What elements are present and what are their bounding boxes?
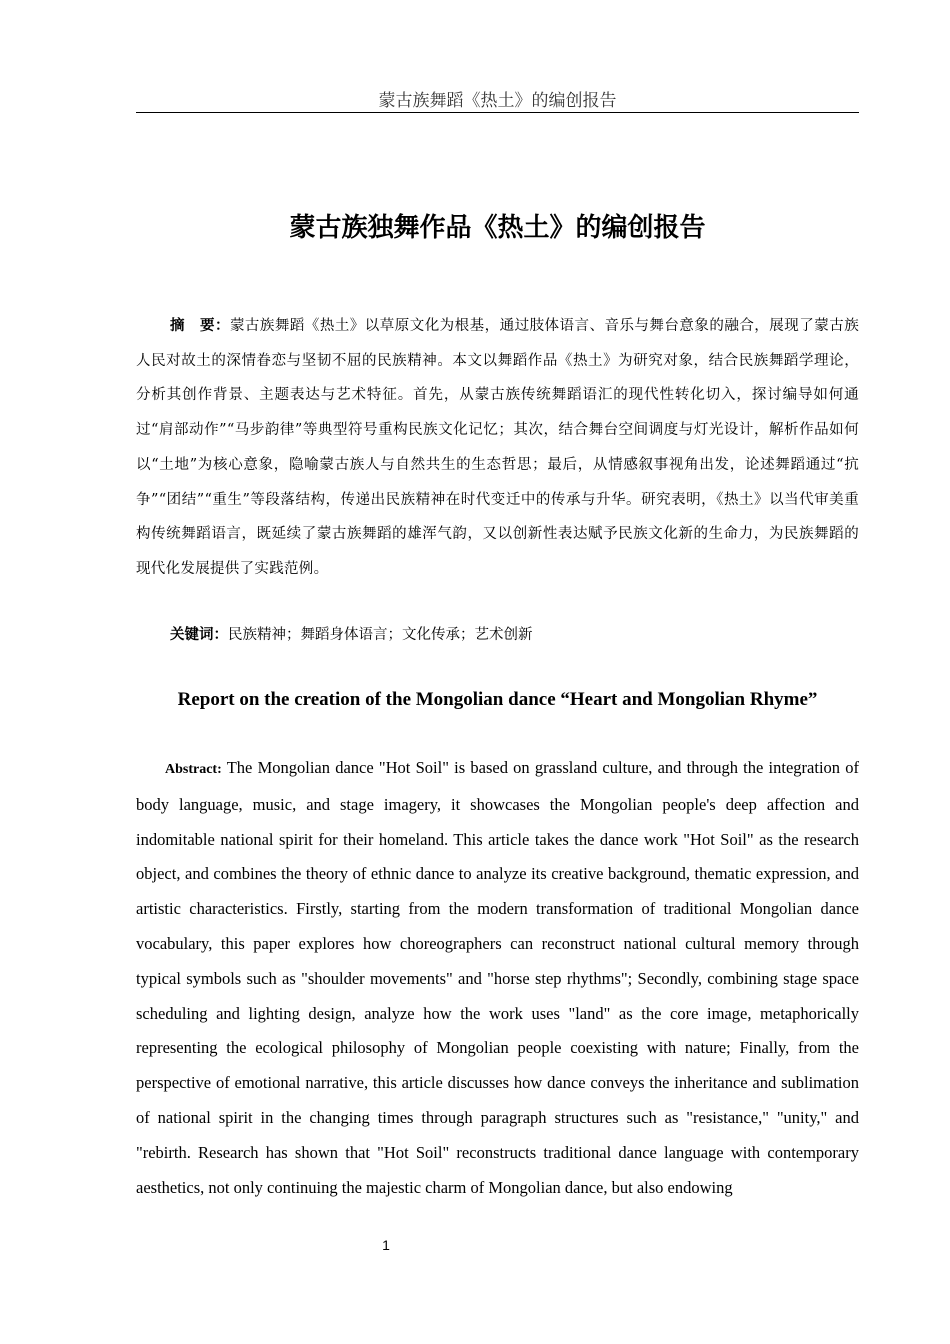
- chinese-abstract: [136, 309, 859, 587]
- english-title: Report on the creation of the Mongolian dance “Heart and Mongolian Rhyme”: [177, 689, 818, 710]
- english-abstract-text: The Mongolian dance "Hot Soil" is based on grassland culture, and through the integration of body language, music, and stage imagery, it showcases the Mongolian people's deep affection and indomitable national spirit for their homeland. This article takes the dance work "Hot Soil" as the research object, and combines the theory of ethnic dance to analyze its creative background, thematic expression, and artistic characteristics. Firstly, starting from the modern transformation of traditional Mongolian dance vocabulary, this paper explores how choreographers can reconstruct national cultural memory through typical symbols such as "shoulder movements" and "horse step rhythms"; Secondly, combining stage space scheduling and lighting design, analyze how the work uses "land" as the core image, metaphorically representing the ecological philosophy of Mongolian people coexisting with nature; Finally, from the perspective of emotional narrative, this article discusses how dance conveys the inheritance and sublimation of national spirit in the changing times through paragraph structures such as "resistance," "unity," and "rebirth. Research has shown that "Hot Soil" reconstructs traditional dance language with contemporary aesthetics, not only continuing the majestic charm of Mongolian dance, but also endowing: [136, 758, 860, 1197]
- chinese-abstract-text: 蒙古族舞蹈《热土》以草原文化为根基，通过肢体语言、音乐与舞台意象的融合，展现了蒙古族人民对故土的深情眷恋与坚韧不屈的民族精神。本文以舞蹈作品《热土》为研究对象，结合民族舞蹈学理论，分析其创作背景、主题表达与艺术特征。首先，从蒙古族传统舞蹈语汇的现代性转化切入，探讨编导如何通过“肩部动作”“马步韵律”等典型符号重构民族文化记忆；其次，结合舞台空间调度与灯光设计，解析作品如何以“土地”为核心意象，隐喻蒙古族人与自然共生的生态哲思；最后，从情感叙事视角出发，论述舞蹈通过“抗争”“团结”“重生”等段落结构，传递出民族精神在时代变迁中的传承与升华。研究表明，《热土》以当代审美重构传统舞蹈语言，既延续了蒙古族舞蹈的雄浑气韵，又以创新性表达赋予民族文化新的生命力，为民族舞蹈的现代化发展提供了实践范例。: [136, 318, 859, 577]
- chinese-abstract-label: 摘 要：: [170, 317, 230, 334]
- page-number: 1: [382, 1237, 390, 1253]
- chinese-keywords-text: 民族精神；舞蹈身体语言；文化传承；艺术创新: [228, 627, 533, 643]
- english-abstract: [136, 751, 859, 1205]
- chinese-keywords: [136, 618, 859, 652]
- running-header: 蒙古族舞蹈《热土》的编创报告: [378, 91, 617, 111]
- chinese-keywords-label: 关键词：: [170, 626, 228, 643]
- english-abstract-label: Abstract:: [165, 762, 222, 777]
- chinese-title: 蒙古族独舞作品《热土》的编创报告: [289, 213, 706, 243]
- header-rule: [136, 112, 859, 113]
